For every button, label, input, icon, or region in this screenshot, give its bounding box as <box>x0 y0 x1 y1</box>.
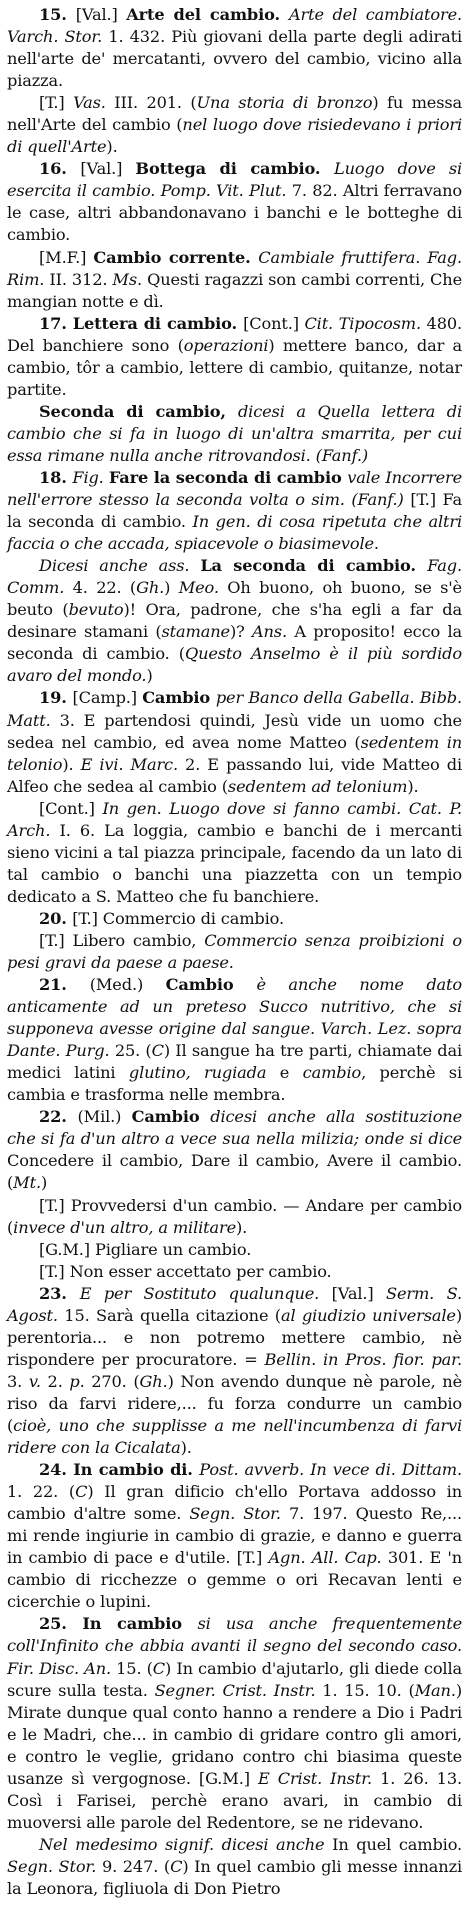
entry-number: 23. <box>39 1283 80 1303</box>
entry-paragraph <box>7 1613 462 1833</box>
entry-text: III. 201. ( <box>114 93 197 113</box>
entry-term: Arte del cambio. <box>126 5 289 24</box>
entry-text: ) Non avendo dunque nè parole, nè riso da farvi ridere,... fu forza condurre un cambio ( <box>7 1371 462 1435</box>
entry-text: ) <box>40 1173 48 1193</box>
entry-paragraph <box>7 1195 462 1239</box>
entry-italic: Segn. Stor. <box>7 1856 102 1876</box>
entry-italic: Luogo dove si esercita il cambio. Pomp. Vit. Plut. <box>7 159 463 201</box>
entry-italic: vale Incorrere nell'errore stesso la seconda volta o sim. (Fanf.) <box>7 467 463 510</box>
entry-italic: cioè, uno che supplisse a me nell'incumbenza di farvi ridere con la Cicalata <box>7 1416 462 1458</box>
entry-number: 19. <box>39 688 73 708</box>
entry-italic: In gen. Luogo dove si fanno cambi. Cat. P. Arch. <box>7 798 462 840</box>
entry-text: [Cont.] <box>39 798 103 818</box>
entry-italic: operazioni <box>183 335 269 355</box>
entry-term: La seconda di cambio. <box>200 556 428 576</box>
entry-text: [Val.] <box>75 5 127 24</box>
entry-number: 21. <box>39 975 90 995</box>
entry-italic: Questo Anselmo è il più sordido avaro del mondo. <box>7 644 462 686</box>
entry-italic: dicesi a Quella lettera di cambio che si fa in luogo di un'altra smarrita, per cui essa rimane nulla anche ritrovandosi. (Fanf.) <box>7 401 462 465</box>
entry-paragraph <box>7 555 462 687</box>
entry-paragraph <box>7 1106 462 1194</box>
entry-text: ) fu messa nell'Arte del cambio ( <box>7 93 463 135</box>
entry-text: 1. 432. Più giovani della parte degli adirati nell'arte de' mercatanti, ovvero del cambio, vicino alla piazza. <box>7 27 463 91</box>
entry-text: 15. ( <box>116 1658 153 1678</box>
entry-text: )! Ora, padrone, che s'ha egli a far da desinare stamani ( <box>7 600 462 642</box>
entry-text: 9. 247. ( <box>101 1856 171 1876</box>
entry-italic: Ms. <box>112 269 148 289</box>
entry-text: ) In quel cambio gli messe innanzi la Leonora, figliuola di Don Pietro <box>7 1856 462 1898</box>
entry-italic: Gh. <box>139 1371 168 1391</box>
entry-italic: Bellin. in Pros. fior. par. <box>264 1349 462 1369</box>
entry-italic: Meo. <box>178 578 228 598</box>
entry-italic: Cit. Tipocosm. <box>304 313 427 333</box>
entry-number: 22. <box>39 1107 78 1127</box>
entry-italic: sedentem ad telonium <box>227 776 408 796</box>
entry-italic: Ans. <box>251 622 295 642</box>
entry-text: 1. 15. 10. ( <box>322 1680 415 1700</box>
entry-text: [T.] Provvedersi d'un cambio. — Andare per cambio ( <box>7 1195 462 1237</box>
entry-text: In quel cambio. <box>332 1834 462 1854</box>
entry-text: ). <box>407 776 419 796</box>
entry-paragraph <box>7 1834 462 1900</box>
entry-paragraph <box>7 401 462 467</box>
entry-italic: Mt. <box>13 1173 41 1193</box>
entry-number: 18. <box>39 467 73 487</box>
entry-text: [T.] Libero cambio, <box>39 930 205 950</box>
entry-italic: al giudizio universale <box>280 1305 456 1325</box>
entry-italic: Commercio senza proibizioni o pesi gravi da paese a paese. <box>7 930 462 973</box>
entry-number: 16. <box>39 159 81 179</box>
entry-text: [T.] <box>39 93 74 113</box>
entry-italic: invece d'un altro, a militare <box>13 1217 237 1237</box>
entry-text: 7. 197. Questo Re,... mi rende ingiurie in cambio di grazie, e danno e guerra in cambio di pace e d'utile. [T.] <box>7 1504 462 1568</box>
entry-text: [Camp.] <box>72 688 143 708</box>
entry-italic: bevuto <box>68 600 124 620</box>
entry-text: [G.M.] Pigliare un cambio. <box>39 1239 252 1259</box>
entry-italic: sedentem in telonio <box>7 732 462 774</box>
entry-text: ) Mirate dunque qual conto hanno a rendere a Dio i Padri e le Madri, che... in cambio di gridare contro gli amori, e contro le veglie, gridano contro chi biasima queste usanze sì vergognose. [G.M.] <box>7 1680 462 1788</box>
entry-italic: Segn. Stor. <box>189 1504 289 1524</box>
entry-italic: è anche nome dato anticamente ad un preteso Succo nutritivo, che si supponeva avesse origine dal sangue. Varch. Lez. sopra Dante. Purg. <box>7 975 463 1061</box>
entry-text: 270. ( <box>91 1371 140 1391</box>
entry-italic: Nel medesimo signif. dicesi anche <box>39 1834 333 1854</box>
entry-italic: nel luogo dove risiedevano i priori di quell'Arte <box>7 115 462 157</box>
entry-text: 15. Sarà quella citazione ( <box>64 1305 281 1325</box>
entry-text: 4. 22. ( <box>72 578 137 598</box>
entry-paragraph <box>7 687 462 797</box>
entry-italic: stamane <box>161 622 230 642</box>
entry-paragraph <box>7 930 462 974</box>
entry-italic: Dicesi anche ass. <box>39 556 201 576</box>
entry-term: Bottega di cambio. <box>135 159 335 179</box>
entry-term: In cambio <box>82 1614 198 1634</box>
entry-text: 3. E partendosi quindi, Jesù vide un uomo che sedea nel cambio, ed avea nome Matteo ( <box>7 710 462 752</box>
entry-text: [Val.] <box>331 1283 387 1303</box>
entry-text: 301. E 'n cambio di ricchezze o gemme o ori Recavan lenti e cicerchie o lupini. <box>7 1548 463 1612</box>
entry-text: 2. <box>47 1371 70 1391</box>
entry-number: 25. <box>39 1614 83 1634</box>
entry-italic: per Banco della Gabella. Bibb. Matt. <box>7 688 462 730</box>
entry-text: ) In cambio d'ajutarlo, gli diede colla scure sulla testa. <box>7 1658 462 1700</box>
entry-paragraph <box>7 1239 462 1261</box>
entry-italic: cambio <box>302 1063 362 1083</box>
entry-italic: Man. <box>414 1680 456 1700</box>
entry-text: I. 6. La loggia, cambio e banchi de i mercanti sieno vicini a tal piazza principale, facendo da un lato di tal cambio o banchi una piazzetta con un tempio dedicato a S. Matteo che fu banchiere. <box>7 820 462 906</box>
entry-paragraph <box>7 158 462 246</box>
entry-paragraph <box>7 798 462 908</box>
entry-number: 20. <box>39 908 73 928</box>
entry-paragraph <box>7 313 462 401</box>
entry-italic: E Crist. Instr. <box>257 1768 381 1788</box>
entry-term: Cambio <box>142 688 216 708</box>
entry-text: ) <box>164 578 179 598</box>
entry-text: A proposito! ecco la seconda di cambio. ( <box>7 622 462 664</box>
entry-paragraph <box>7 974 462 1106</box>
entry-term: Cambio <box>165 975 257 995</box>
entry-text: [T.] Non esser accettato per cambio. <box>39 1261 332 1281</box>
entry-italic: C <box>170 1856 183 1876</box>
entry-text: ) Il sangue ha tre parti, chiamate dai medici latini <box>7 1041 462 1083</box>
entry-text: ) <box>146 666 153 686</box>
entry-text: ) mettere banco, dar a cambio, tôr a cambio, lettere di cambio, quitanze, notar partite. <box>7 335 462 399</box>
entry-italic: Cambiale fruttifera. Fag. Rim. <box>7 247 462 289</box>
entry-italic: Arte del cambiatore. Varch. Stor. <box>7 5 463 47</box>
entry-italic: E per Sostituto qualunque. <box>79 1283 332 1303</box>
entry-italic: si usa anche frequentemente coll'Infinito che abbia avanti il segno del secondo caso. Fir. Disc. An. <box>7 1614 462 1678</box>
entry-italic: p. <box>69 1371 92 1391</box>
entry-italic: C <box>75 1482 88 1502</box>
entry-paragraph <box>7 247 462 313</box>
entry-text: ). <box>236 1217 248 1237</box>
entry-text: ) perentoria... e non potremo mettere cambio, nè rispondere per procuratore. = <box>7 1305 463 1369</box>
entry-number: 15. <box>39 5 76 24</box>
entry-text: Oh buono, oh buono, se s'è beuto ( <box>7 578 462 620</box>
entry-text: 25. ( <box>114 1041 152 1061</box>
entry-italic: Gh. <box>136 578 165 598</box>
entry-text: 2. E passando lui, vide Matteo di Alfeo che sedea al cambio ( <box>7 754 462 796</box>
entry-italic: E ivi. Marc. <box>80 754 186 774</box>
entry-italic: In gen. di cosa ripetuta che altri faccia o che accada, spiacevole o biasimevole. <box>7 512 462 554</box>
entry-text: ). <box>180 1438 192 1458</box>
entry-italic: glutino, rugiada <box>128 1063 280 1083</box>
entry-italic: Una storia di bronzo <box>196 93 373 113</box>
entry-text: ) Il gran dificio ch'ello Portava addosso in cambio d'altre some. <box>7 1482 462 1524</box>
entry-italic: Fag. Comm. <box>7 556 462 598</box>
entry-text: 3. <box>7 1371 29 1391</box>
entry-italic: v. <box>28 1371 48 1391</box>
entry-paragraph <box>7 1283 462 1459</box>
entry-text: [M.F.] <box>39 247 94 267</box>
entry-paragraph <box>7 1261 462 1283</box>
entry-text: (Mil.) <box>77 1107 132 1127</box>
entry-italic: Agn. All. Cap. <box>268 1548 388 1568</box>
entry-term: Fare la seconda di cambio <box>108 467 348 487</box>
entry-text: 1. 22. ( <box>7 1482 76 1502</box>
entry-text: , perchè si cambia e trasforma nelle membra. <box>7 1063 462 1105</box>
entry-text: [Val.] <box>80 159 136 179</box>
entry-text: Concedere il cambio, Dare il cambio, Avere il cambio. ( <box>7 1151 462 1193</box>
entry-italic: Fig. <box>72 467 109 487</box>
entry-number: 24. <box>39 1460 74 1480</box>
entry-italic: dicesi anche alla sostituzione che si fa d'un altro a vece sua nella milizia; onde si dice <box>7 1107 462 1149</box>
entry-italic: Post. avverb. In vece di. Dittam. <box>199 1460 463 1480</box>
entry-text: e <box>279 1063 303 1083</box>
entry-text: [Cont.] <box>243 313 305 333</box>
entry-text: II. 312. <box>49 269 113 289</box>
entry-text: )? <box>229 622 252 642</box>
entry-term: Cambio <box>131 1107 211 1127</box>
entry-paragraph <box>7 92 462 158</box>
entry-paragraph <box>7 467 462 555</box>
entry-text: 480. Del banchiere sono ( <box>7 313 462 355</box>
entry-text: [T.] Commercio di cambio. <box>72 908 284 928</box>
entry-paragraph <box>7 1459 462 1613</box>
entry-text: ). <box>62 754 81 774</box>
entry-italic: C <box>151 1041 164 1061</box>
entry-term: Seconda di cambio, <box>39 401 238 421</box>
entry-text: Questi ragazzi son cambi correnti, Che mangian notte e dì. <box>7 269 462 311</box>
entry-italic: C <box>152 1658 166 1678</box>
entry-term: In cambio di. <box>73 1460 200 1480</box>
entry-text: ). <box>106 137 118 157</box>
entry-italic: Segner. Crist. Instr. <box>154 1680 323 1700</box>
entry-text: [T.] Fa la seconda di cambio. <box>7 490 462 532</box>
entry-paragraph <box>7 908 462 930</box>
entry-italic: Serm. S. Agost. <box>7 1283 463 1325</box>
entry-italic: Vas. <box>73 93 115 113</box>
entry-term: Cambio corrente. <box>93 247 259 267</box>
entry-term: Lettera di cambio. <box>72 313 244 333</box>
entry-number: 17. <box>39 313 73 333</box>
entry-text: (Med.) <box>89 975 166 995</box>
entry-text: 7. 82. Altri ferravano le case, altri abbandonavano i banchi e le botteghe di cambio. <box>7 181 462 245</box>
entry-text: 1. 26. 13. Così i Farisei, perchè erano avari, in cambio di muoversi alle parole del Redentore, se ne ridevano. <box>7 1768 462 1832</box>
entry-paragraph <box>7 4 462 92</box>
